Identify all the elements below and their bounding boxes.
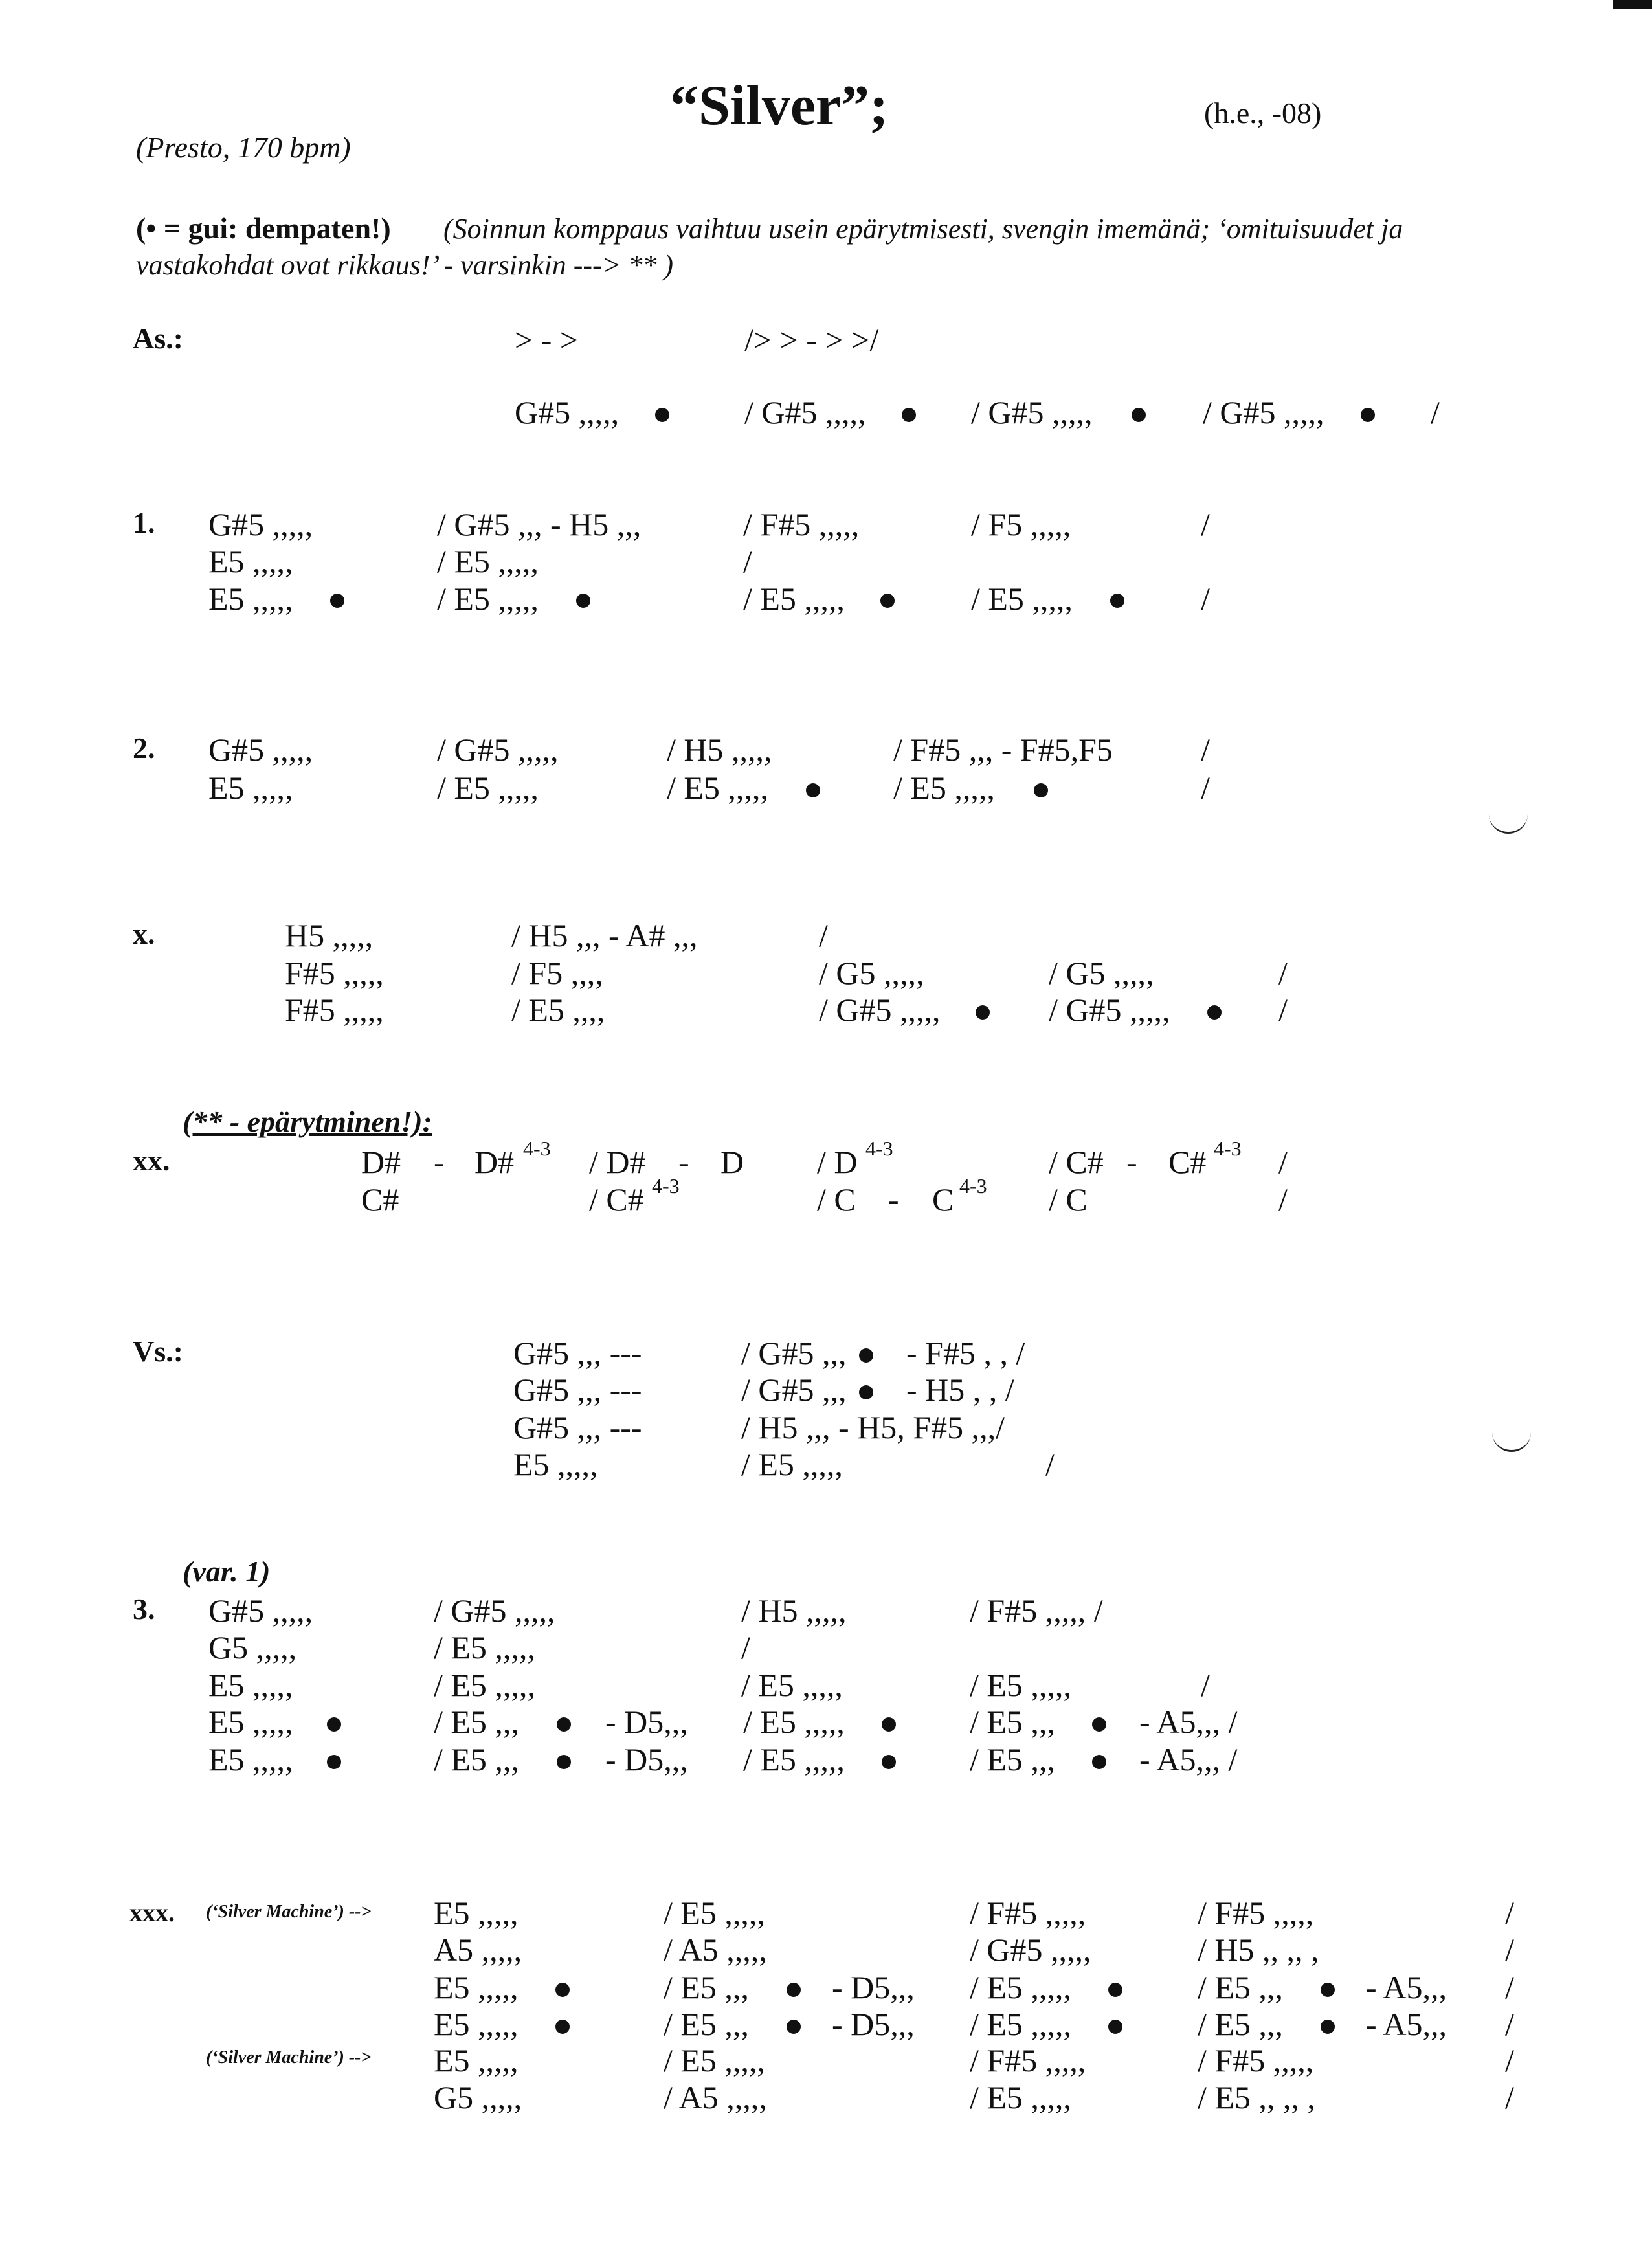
chord: F#5 ,,,,,	[285, 955, 384, 991]
chord: - A5,,, /	[1139, 1741, 1238, 1778]
dampen-dot-icon	[330, 594, 344, 608]
chord: G#5 ,,,,,	[515, 394, 620, 430]
dash: -	[1126, 1144, 1137, 1180]
chord: / E5 ,,,,,	[434, 1629, 535, 1666]
dampen-dot-icon	[1321, 1983, 1335, 1997]
chord: / F#5 ,,,,,	[743, 506, 860, 542]
dampen-dot-icon	[787, 1983, 801, 1997]
dash: -	[888, 1181, 899, 1218]
dampen-dot-icon	[859, 1385, 873, 1399]
chord: / F5 ,,,,	[511, 955, 603, 991]
chord: / E5 ,,,,,	[970, 1969, 1071, 2005]
chord: G#5 ,,, ---	[513, 1335, 642, 1371]
chord: / G#5 ,,,	[741, 1335, 847, 1371]
chord: / E5 ,,,,,	[664, 2042, 765, 2079]
legend-bold: (• = gui: dempaten!)	[136, 212, 391, 245]
dampen-dot-icon	[787, 2020, 801, 2034]
dampen-dot-icon	[806, 783, 820, 797]
chord: / F#5 ,,,,,	[970, 2042, 1086, 2079]
chord: / F#5 ,,,,,	[970, 1895, 1086, 1931]
chord: E5 ,,,,,	[434, 1895, 519, 1931]
dampen-dot-icon	[1321, 2020, 1335, 2034]
dampen-dot-icon	[557, 1755, 571, 1769]
chord: C#	[361, 1181, 399, 1218]
chord: / A5 ,,,,,	[664, 2079, 767, 2115]
chord: - A5,,,	[1366, 2006, 1447, 2042]
chord: G#5 ,,,,,	[208, 1592, 313, 1629]
dash: -	[434, 1144, 445, 1180]
dampen-dot-icon	[1361, 408, 1375, 422]
legend-note: vastakohdat ovat rikkaus!’ - varsinkin ---> ** )	[136, 249, 674, 281]
bar-line: /	[1201, 770, 1210, 806]
chord: - H5 , , /	[906, 1372, 1014, 1408]
dampen-dot-icon	[327, 1717, 341, 1732]
dampen-dot-icon	[976, 1005, 990, 1020]
chord: / E5 ,,,	[664, 2006, 749, 2042]
chord: / E5 ,,,,,	[893, 770, 995, 806]
accent-marks: > - >	[515, 322, 579, 358]
dampen-dot-icon	[327, 1755, 341, 1769]
chord: / E5 ,,,,,	[741, 1667, 843, 1703]
dampen-dot-icon	[1092, 1755, 1106, 1769]
chord: / E5 ,,,,,	[437, 770, 539, 806]
chord: / G#5 ,,,,,	[819, 992, 941, 1028]
chord: / E5 ,,,,,	[437, 581, 539, 617]
dampen-dot-icon	[1132, 408, 1146, 422]
bar-line: /	[1201, 581, 1210, 617]
chord: / C#	[1049, 1144, 1104, 1180]
chord: / G#5 ,,,,,	[971, 394, 1093, 430]
chord: / G#5 ,,, - H5 ,,,	[437, 506, 642, 542]
dampen-dot-icon	[882, 1755, 896, 1769]
chord: / E5 ,,,,,	[437, 543, 539, 579]
chord: E5 ,,,,,	[208, 1667, 293, 1703]
chord: / G#5 ,,,,,	[744, 394, 866, 430]
bar-line: /	[1278, 1144, 1288, 1180]
chord: / G#5 ,,,,,	[1049, 992, 1170, 1028]
bar-line: /	[1201, 1667, 1210, 1703]
chord: / F5 ,,,,,	[971, 506, 1071, 542]
dampen-dot-icon	[1207, 1005, 1222, 1020]
scan-curve-mark	[1489, 812, 1528, 834]
chord: / E5 ,,,,,	[743, 581, 845, 617]
bar-line: /	[1505, 2042, 1514, 2079]
bar-line: /	[1505, 1932, 1514, 1968]
chord: / E5 ,,,,	[511, 992, 605, 1028]
chord: G5 ,,,,,	[208, 1629, 297, 1666]
author-label: (h.e., -08)	[1204, 96, 1322, 129]
dampen-dot-icon	[880, 594, 895, 608]
chord: / D	[817, 1144, 858, 1180]
chord: / F#5 ,,,,,	[1198, 2042, 1314, 2079]
chord: / G#5 ,,,,,	[437, 731, 559, 768]
chord: / G5 ,,,,,	[819, 955, 924, 991]
chord: - A5,,, /	[1139, 1704, 1238, 1740]
chord: / G#5 ,,,	[741, 1372, 847, 1408]
legend-note: (Soinnun komppaus vaihtuu usein epärytmisesti, svengin imemänä; ‘omituisuudet ja	[443, 213, 1403, 245]
chord: - A5,,,	[1366, 1969, 1447, 2005]
chord: C#	[1168, 1144, 1207, 1180]
chord: / H5 ,,,,,	[741, 1592, 847, 1629]
reference-note: (‘Silver Machine’) -->	[206, 1902, 372, 1922]
dampen-dot-icon	[555, 1983, 570, 1997]
page-title: “Silver”;	[670, 74, 889, 137]
chord: - D5,,,	[605, 1704, 688, 1740]
dampen-dot-icon	[1108, 1983, 1122, 1997]
chord: / C	[817, 1181, 856, 1218]
chord: G#5 ,,,,,	[208, 506, 313, 542]
dampen-dot-icon	[1108, 2020, 1122, 2034]
chord: / E5 ,,,,,	[970, 1667, 1071, 1703]
chord: / E5 ,,,,,	[743, 1741, 845, 1778]
chord: - D5,,,	[832, 2006, 915, 2042]
chord-suspension: 4-3	[523, 1137, 551, 1160]
chord: G#5 ,,, ---	[513, 1372, 642, 1408]
chord: / E5 ,,,	[970, 1704, 1055, 1740]
chord: / G#5 ,,,,,	[434, 1592, 555, 1629]
chord: D	[720, 1144, 744, 1180]
chord: / E5 ,,,	[434, 1741, 519, 1778]
section-label: 3.	[133, 1592, 155, 1625]
chord: G#5 ,,, ---	[513, 1409, 642, 1445]
chord: - F#5 , , /	[906, 1335, 1025, 1371]
bar-line: /	[1505, 1969, 1514, 2005]
dampen-dot-icon	[1092, 1717, 1106, 1732]
chord: E5 ,,,,,	[208, 1704, 293, 1740]
chord: E5 ,,,,,	[513, 1446, 598, 1482]
bar-line: /	[1278, 992, 1288, 1028]
chord-suspension: 4-3	[1214, 1137, 1242, 1160]
chord-suspension: 4-3	[652, 1174, 680, 1198]
dampen-dot-icon	[1110, 594, 1124, 608]
bar-line: /	[1505, 2006, 1514, 2042]
bar-line: /	[1431, 394, 1440, 430]
chord: / F#5 ,,,,,	[1198, 1895, 1314, 1931]
chord: E5 ,,,,,	[434, 2006, 519, 2042]
bar-line: /	[1278, 1181, 1288, 1218]
chord: G5 ,,,,,	[434, 2079, 522, 2115]
section-label: xxx.	[129, 1898, 175, 1927]
bar-line: /	[743, 543, 752, 579]
chord: / H5 ,, ,, ,	[1198, 1932, 1319, 1968]
bar-line: /	[1278, 955, 1288, 991]
chord: - D5,,,	[605, 1741, 688, 1778]
section-label: Vs.:	[133, 1335, 183, 1368]
chord: / E5 ,, ,, ,	[1198, 2079, 1315, 2115]
chord: / H5 ,,,,,	[667, 731, 772, 768]
chord: / A5 ,,,,,	[664, 1932, 767, 1968]
chord-suspension: 4-3	[865, 1137, 893, 1160]
chord: / H5 ,,, - H5, F#5 ,,,/	[741, 1409, 1005, 1445]
dampen-dot-icon	[1034, 783, 1048, 797]
chord: D#	[361, 1144, 401, 1180]
dampen-dot-icon	[555, 2020, 570, 2034]
scan-curve-mark	[1492, 1431, 1531, 1452]
chord: / E5 ,,,,,	[970, 2006, 1071, 2042]
bar-line: /	[1045, 1446, 1055, 1482]
scan-edge-mark	[1613, 0, 1652, 9]
chord: / E5 ,,,,,	[741, 1446, 843, 1482]
chord: / G#5 ,,,,,	[1203, 394, 1324, 430]
chord: / E5 ,,,	[434, 1704, 519, 1740]
chord: G#5 ,,,,,	[208, 731, 313, 768]
section-label: x.	[133, 917, 155, 950]
dampen-dot-icon	[576, 594, 590, 608]
section-label: 1.	[133, 506, 155, 539]
tempo-label: (Presto, 170 bpm)	[136, 131, 351, 164]
chord: / E5 ,,,,,	[971, 581, 1073, 617]
chord: F#5 ,,,,,	[285, 992, 384, 1028]
chord: / F#5 ,,,,, /	[970, 1592, 1103, 1629]
chord: H5 ,,,,,	[285, 917, 374, 953]
dampen-dot-icon	[882, 1717, 896, 1732]
section-heading: (** - epärytminen!):	[183, 1105, 432, 1138]
chord: / G#5 ,,,,,	[970, 1932, 1091, 1968]
accent-marks: /> > - > >/	[744, 322, 879, 358]
variation-label: (var. 1)	[183, 1555, 271, 1588]
chord: / E5 ,,,,,	[434, 1667, 535, 1703]
chord: / E5 ,,,,,	[664, 1895, 765, 1931]
chord: E5 ,,,,,	[208, 581, 293, 617]
chord: E5 ,,,,,	[208, 770, 293, 806]
chord-suspension: 4-3	[959, 1174, 987, 1198]
chord: - D5,,,	[832, 1969, 915, 2005]
reference-note: (‘Silver Machine’) -->	[206, 2047, 372, 2068]
chord: / D#	[589, 1144, 646, 1180]
dash: -	[678, 1144, 689, 1180]
chord: / C	[1049, 1181, 1088, 1218]
chord: / G5 ,,,,,	[1049, 955, 1154, 991]
chord: D#	[474, 1144, 515, 1180]
chord: E5 ,,,,,	[434, 1969, 519, 2005]
bar-line: /	[741, 1629, 750, 1666]
chord: / E5 ,,,	[664, 1969, 749, 2005]
dampen-dot-icon	[557, 1717, 571, 1732]
chord: / H5 ,,, - A# ,,,	[511, 917, 698, 953]
chord: / E5 ,,,,,	[743, 1704, 845, 1740]
chord: E5 ,,,,,	[208, 1741, 293, 1778]
dampen-dot-icon	[902, 408, 916, 422]
chord: / E5 ,,,,,	[970, 2079, 1071, 2115]
chord: / E5 ,,,	[1198, 1969, 1283, 2005]
bar-line: /	[1505, 2079, 1514, 2115]
chord: A5 ,,,,,	[434, 1932, 522, 1968]
bar-line: /	[1505, 1895, 1514, 1931]
chord: / E5 ,,,	[970, 1741, 1055, 1778]
section-label: As.:	[133, 322, 183, 355]
dampen-dot-icon	[655, 408, 669, 422]
bar-line: /	[1201, 731, 1210, 768]
section-label: xx.	[133, 1144, 170, 1177]
chord: / F#5 ,,, - F#5,F5	[893, 731, 1113, 768]
chord: C	[932, 1181, 954, 1218]
dampen-dot-icon	[859, 1348, 873, 1363]
chord: E5 ,,,,,	[434, 2042, 519, 2079]
chord: / E5 ,,,	[1198, 2006, 1283, 2042]
chord: E5 ,,,,,	[208, 543, 293, 579]
bar-line: /	[1201, 506, 1210, 542]
section-label: 2.	[133, 731, 155, 764]
chord: / E5 ,,,,,	[667, 770, 768, 806]
bar-line: /	[819, 917, 828, 953]
chord: / C#	[589, 1181, 644, 1218]
